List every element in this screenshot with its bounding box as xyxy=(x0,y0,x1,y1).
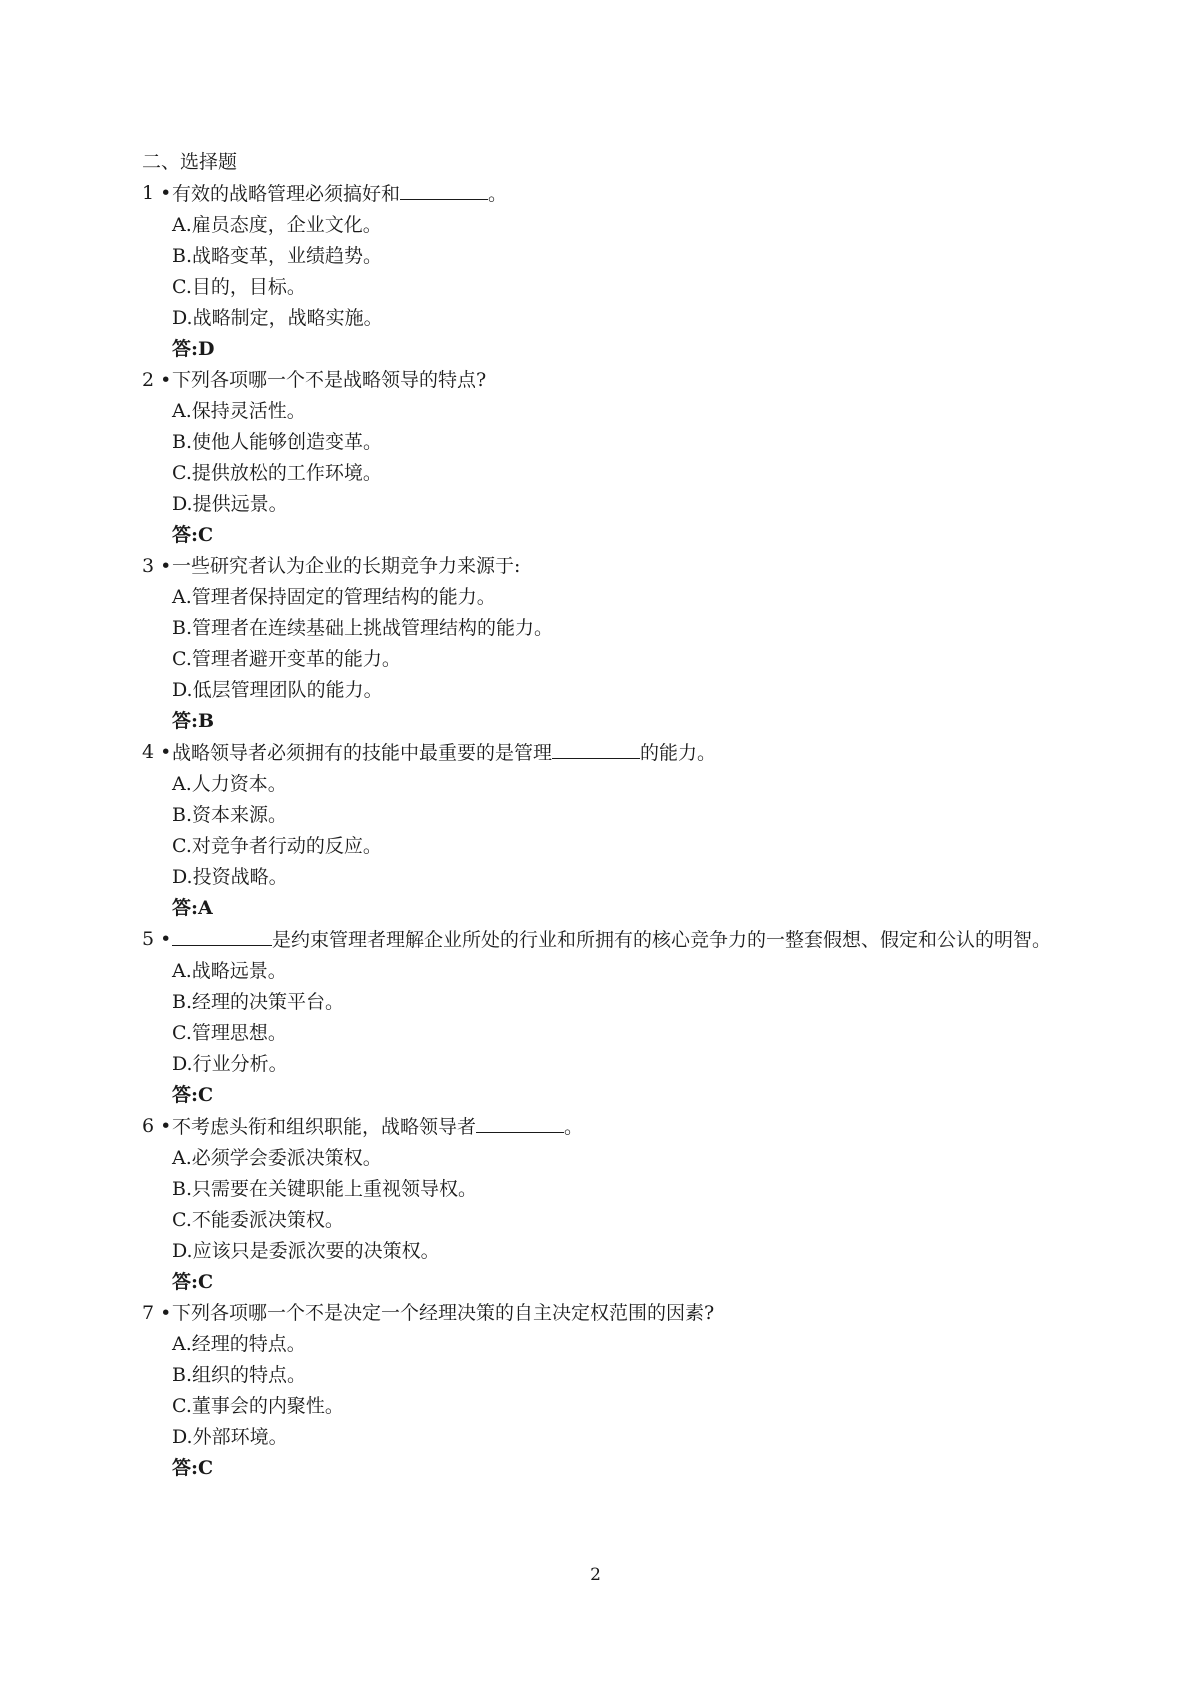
question-3 xyxy=(142,551,1092,737)
answer-blank xyxy=(400,178,488,200)
question-text-segment: 下列各项哪一个不是战略领导的特点? xyxy=(172,369,487,391)
option-a: A.管理者保持固定的管理结构的能力。 xyxy=(172,586,496,608)
option-d: D.外部环境。 xyxy=(172,1426,288,1448)
option-a: A.经理的特点。 xyxy=(172,1333,306,1355)
option-d: D.应该只是委派次要的决策权。 xyxy=(172,1240,440,1262)
question-stem xyxy=(142,924,1092,956)
option-b: B.只需要在关键职能上重视领导权。 xyxy=(172,1178,478,1200)
option-list xyxy=(142,396,1092,520)
question-4 xyxy=(142,737,1092,924)
question-text-segment: 战略领导者必须拥有的技能中最重要的是管理 xyxy=(172,742,553,764)
question-stem xyxy=(142,178,1092,210)
question-text-segment: 的能力。 xyxy=(640,742,717,764)
question-number: 4 • xyxy=(142,741,172,763)
answer-blank xyxy=(552,737,640,759)
option-c: C.管理思想。 xyxy=(172,1022,287,1044)
question-stem xyxy=(142,365,1092,396)
question-text-segment: 。 xyxy=(564,1116,584,1138)
page-number: 2 xyxy=(590,1565,601,1585)
option-list xyxy=(142,582,1092,706)
question-text-segment: 不考虑头衔和组织职能，战略领导者 xyxy=(172,1116,477,1138)
question-text xyxy=(172,365,1092,396)
option-b: B.组织的特点。 xyxy=(172,1364,307,1386)
option-list xyxy=(142,1143,1092,1267)
question-5 xyxy=(142,924,1092,1111)
question-number: 7 • xyxy=(142,1302,172,1324)
answer-key: 答:C xyxy=(172,524,214,546)
option-a: A.保持灵活性。 xyxy=(172,400,306,422)
question-text-segment: 一些研究者认为企业的长期竞争力来源于: xyxy=(172,555,521,577)
option-c: C.管理者避开变革的能力。 xyxy=(172,648,401,670)
option-b: B.经理的决策平台。 xyxy=(172,991,345,1013)
question-number: 2 • xyxy=(142,369,172,391)
option-d: D.行业分析。 xyxy=(172,1053,288,1075)
question-text-segment: 和 xyxy=(381,183,401,205)
page-content xyxy=(142,146,1092,1484)
answer-blank xyxy=(476,1111,564,1133)
question-1 xyxy=(142,178,1092,365)
question-text xyxy=(172,551,1092,582)
answer-key: 答:C xyxy=(172,1084,214,1106)
question-number: 6 • xyxy=(142,1115,172,1137)
answer-key: 答:C xyxy=(172,1457,214,1479)
question-stem xyxy=(142,1298,1092,1329)
option-d: D.投资战略。 xyxy=(172,866,288,888)
question-number: 3 • xyxy=(142,555,172,577)
option-c: C.不能委派决策权。 xyxy=(172,1209,344,1231)
question-text-segment: 下列各项哪一个不是决定一个经理决策的自主决定权范围的因素? xyxy=(172,1302,715,1324)
question-text-segment: 是约束管理者理解企业所处的行业和所拥有的核心竞争力的一整套假想、假定和公认的明智。 xyxy=(272,929,1052,951)
option-d: D.低层管理团队的能力。 xyxy=(172,679,383,701)
question-list xyxy=(142,178,1092,1484)
answer-blank xyxy=(172,924,272,946)
question-text xyxy=(172,924,1092,956)
option-list xyxy=(142,1329,1092,1453)
option-d: D.战略制定，战略实施。 xyxy=(172,307,383,329)
option-b: B.战略变革，业绩趋势。 xyxy=(172,245,383,267)
option-a: A.必须学会委派决策权。 xyxy=(172,1147,382,1169)
answer-key: 答:C xyxy=(172,1271,214,1293)
question-stem xyxy=(142,737,1092,769)
option-list xyxy=(142,210,1092,334)
question-number: 1 • xyxy=(142,182,172,204)
question-text-segment: 。 xyxy=(488,183,508,205)
option-a: A.人力资本。 xyxy=(172,773,287,795)
option-a: A.战略远景。 xyxy=(172,960,287,982)
option-a: A.雇员态度，企业文化。 xyxy=(172,214,382,236)
option-c: C.提供放松的工作环境。 xyxy=(172,462,382,484)
answer-key: 答:A xyxy=(172,897,213,919)
question-text xyxy=(172,1298,1092,1329)
question-text xyxy=(172,737,1092,769)
answer-key: 答:B xyxy=(172,710,215,732)
question-text-segment: 有效的战略管理必须搞好 xyxy=(172,183,382,205)
question-text xyxy=(172,1111,1092,1143)
question-7 xyxy=(142,1298,1092,1484)
option-list xyxy=(142,769,1092,893)
question-stem xyxy=(142,551,1092,582)
question-6 xyxy=(142,1111,1092,1298)
option-c: C.董事会的内聚性。 xyxy=(172,1395,344,1417)
option-c: C.目的，目标。 xyxy=(172,276,306,298)
answer-key: 答:D xyxy=(172,338,215,360)
question-2 xyxy=(142,365,1092,551)
option-d: D.提供远景。 xyxy=(172,493,288,515)
question-number: 5 • xyxy=(142,928,172,950)
option-b: B.管理者在连续基础上挑战管理结构的能力。 xyxy=(172,617,554,639)
section-title: 二、选择题 xyxy=(142,151,238,173)
question-stem xyxy=(142,1111,1092,1143)
option-list xyxy=(142,956,1092,1080)
option-b: B.资本来源。 xyxy=(172,804,288,826)
question-text xyxy=(172,178,1092,210)
option-b: B.使他人能够创造变革。 xyxy=(172,431,383,453)
option-c: C.对竞争者行动的反应。 xyxy=(172,835,382,857)
